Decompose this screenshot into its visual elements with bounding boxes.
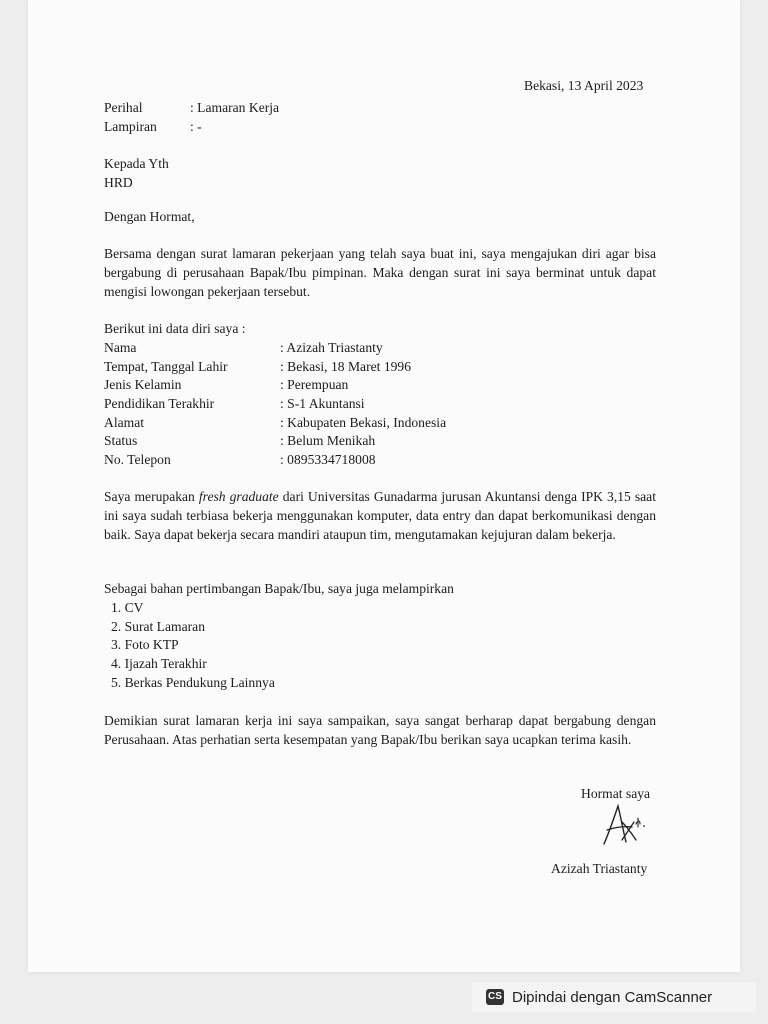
data-value-gender: : Perempuan xyxy=(280,377,349,392)
data-value-address: : Kabupaten Bekasi, Indonesia xyxy=(280,415,447,430)
data-value-phone: : 0895334718008 xyxy=(280,452,376,467)
data-label-education: Pendidikan Terakhir xyxy=(104,396,215,411)
sign-off: Hormat saya xyxy=(581,786,651,801)
experience-text-after: dari Universitas Gunadarma jurusan Akuntansi denga IPK 3,15 saat ini saya sudah terbiasa bekerja menggunakan komputer, data entry dan dapat berkomunikasi dengan baik. Saya dapat bekerja secara mandiri ataupun tim, mengutamakan kejujuran dalam bekerja. xyxy=(104,489,656,542)
lampiran-label: Lampiran xyxy=(104,119,157,134)
handwritten-signature xyxy=(598,800,648,850)
data-value-ttl: : Bekasi, 18 Maret 1996 xyxy=(280,359,412,374)
attachments-intro: Sebagai bahan pertimbangan Bapak/Ibu, saya juga melampirkan xyxy=(104,581,454,596)
data-value-status: : Belum Menikah xyxy=(280,433,376,448)
perihal-value: : Lamaran Kerja xyxy=(190,100,280,115)
data-label-address: Alamat xyxy=(104,415,145,430)
camscanner-icon: CS xyxy=(486,989,504,1005)
recipient-line-1: Kepada Yth xyxy=(104,156,169,171)
data-label-gender: Jenis Kelamin xyxy=(104,377,182,392)
opening-paragraph: Bersama dengan surat lamaran pekerjaan yang telah saya buat ini, saya mengajukan diri agar bisa bergabung di perusahaan Bapak/Ibu pimpinan. Maka dengan surat ini saya berminat untuk dapat mengisi lowongan pekerjaan tersebut. xyxy=(104,246,656,299)
experience-text-before: Saya merupakan xyxy=(104,489,199,504)
experience-text-italic: fresh graduate xyxy=(198,489,279,504)
experience-paragraph xyxy=(104,487,656,544)
closing-paragraph: Demikian surat lamaran kerja ini saya sampaikan, saya sangat berharap dapat bergabung dengan Perusahaan. Atas perhatian serta kesempatan yang Bapak/Ibu berikan saya ucapkan terima kasih. xyxy=(104,713,656,747)
data-label-status: Status xyxy=(104,433,138,448)
watermark-text: Dipindai dengan CamScanner xyxy=(512,988,713,1006)
data-label-phone: No. Telepon xyxy=(104,452,171,467)
attachment-item: 1. CV xyxy=(111,600,144,615)
data-value-education: : S-1 Akuntansi xyxy=(280,396,365,411)
attachment-item: 5. Berkas Pendukung Lainnya xyxy=(111,675,275,690)
lampiran-value: : - xyxy=(190,119,202,134)
signer-name: Azizah Triastanty xyxy=(551,861,648,876)
data-value-nama: : Azizah Triastanty xyxy=(280,340,383,355)
camscanner-watermark xyxy=(472,982,756,1012)
greeting: Dengan Hormat, xyxy=(104,209,195,224)
attachment-item: 3. Foto KTP xyxy=(111,637,179,652)
data-label-ttl: Tempat, Tanggal Lahir xyxy=(104,359,228,374)
data-intro: Berikut ini data diri saya : xyxy=(104,321,246,336)
recipient-line-2: HRD xyxy=(104,175,133,190)
attachment-item: 2. Surat Lamaran xyxy=(111,619,205,634)
attachment-item: 4. Ijazah Terakhir xyxy=(111,656,207,671)
perihal-label: Perihal xyxy=(104,100,143,115)
data-label-nama: Nama xyxy=(104,340,137,355)
place-date: Bekasi, 13 April 2023 xyxy=(524,78,644,93)
